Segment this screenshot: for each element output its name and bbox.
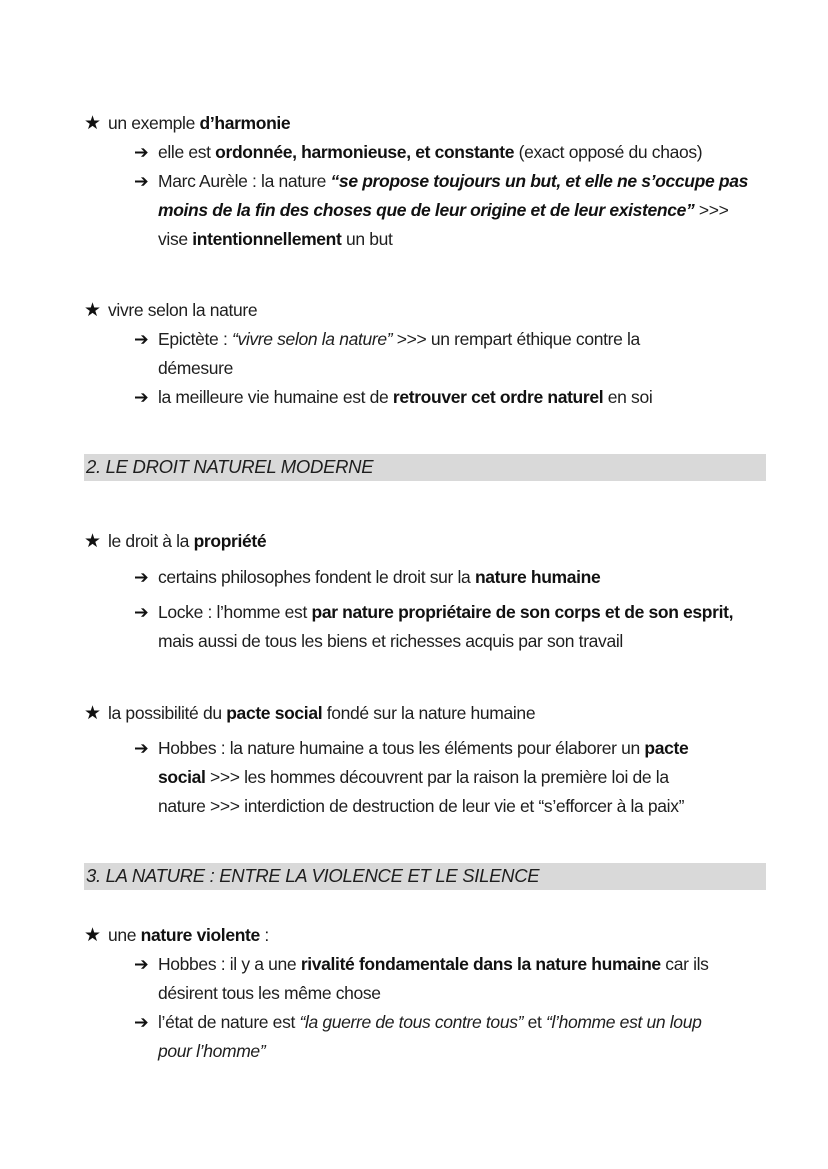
arrow-right-icon: ➔: [134, 1012, 149, 1032]
star-icon: ★: [84, 925, 101, 946]
bullet-vivre-selon-nature: ★ vivre selon la nature: [84, 300, 258, 321]
sub-item: ➔ certains philosophes fondent le droit sur la nature humaine: [134, 567, 601, 587]
arrow-right-icon: ➔: [134, 142, 149, 162]
sub-item: ➔ Marc Aurèle : la nature “se propose toujours un but, et elle ne s’occupe pas: [134, 171, 748, 191]
arrow-right-icon: ➔: [134, 738, 149, 758]
arrow-right-icon: ➔: [134, 329, 149, 349]
sub-item-continuation: pour l’homme”: [158, 1041, 266, 1061]
sub-item: ➔ l’état de nature est “la guerre de tous contre tous” et “l’homme est un loup: [134, 1012, 702, 1032]
sub-item: ➔ elle est ordonnée, harmonieuse, et constante (exact opposé du chaos): [134, 142, 703, 162]
sub-item-continuation: démesure: [158, 358, 234, 378]
bullet-nature-violente: ★ une nature violente :: [84, 925, 269, 946]
sub-item-continuation: nature >>> interdiction de destruction de leur vie et “s’efforcer à la paix”: [158, 796, 685, 816]
sub-item: ➔ la meilleure vie humaine est de retrouver cet ordre naturel en soi: [134, 387, 653, 407]
sub-item: ➔ Hobbes : la nature humaine a tous les éléments pour élaborer un pacte: [134, 738, 689, 758]
sub-item-continuation: mais aussi de tous les biens et richesses acquis par son travail: [158, 631, 623, 651]
bullet-pacte-social: ★ la possibilité du pacte social fondé sur la nature humaine: [84, 703, 536, 724]
arrow-right-icon: ➔: [134, 567, 149, 587]
arrow-right-icon: ➔: [134, 171, 149, 191]
section-heading-droit-naturel-moderne: 2. LE DROIT NATUREL MODERNE: [84, 454, 766, 481]
star-icon: ★: [84, 531, 101, 552]
sub-item: ➔ Epictète : “vivre selon la nature” >>> un rempart éthique contre la: [134, 329, 640, 349]
sub-item: ➔ Hobbes : il y a une rivalité fondamentale dans la nature humaine car ils: [134, 954, 709, 974]
arrow-right-icon: ➔: [134, 602, 149, 622]
bullet-harmonie: ★ un exemple d’harmonie: [84, 113, 291, 134]
arrow-right-icon: ➔: [134, 954, 149, 974]
sub-item-continuation: vise intentionnellement un but: [158, 229, 393, 249]
sub-item-continuation: social >>> les hommes découvrent par la raison la première loi de la: [158, 767, 669, 787]
bullet-droit-propriete: ★ le droit à la propriété: [84, 531, 267, 552]
arrow-right-icon: ➔: [134, 387, 149, 407]
sub-item-continuation: désirent tous les même chose: [158, 983, 381, 1003]
star-icon: ★: [84, 113, 101, 134]
section-heading-nature-violence-silence: 3. LA NATURE : ENTRE LA VIOLENCE ET LE SILENCE: [84, 863, 766, 890]
sub-item-continuation: moins de la fin des choses que de leur origine et de leur existence” >>>: [158, 200, 729, 220]
sub-item: ➔ Locke : l’homme est par nature propriétaire de son corps et de son esprit,: [134, 602, 734, 622]
star-icon: ★: [84, 703, 101, 724]
star-icon: ★: [84, 300, 101, 321]
